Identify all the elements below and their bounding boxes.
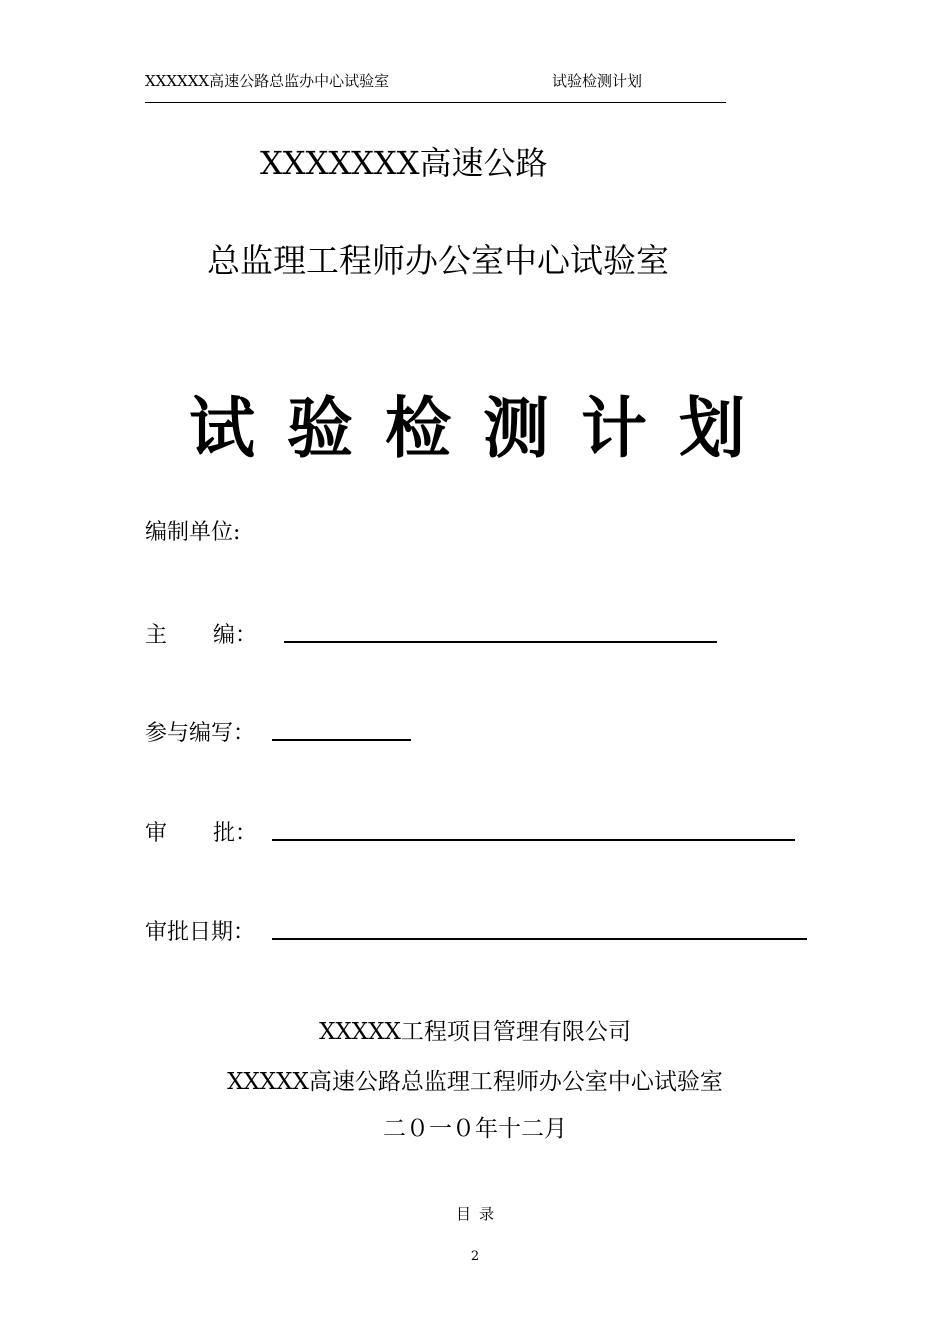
editor-label-part1: 主 bbox=[145, 623, 168, 648]
approve-label-part2: 批： bbox=[213, 821, 258, 846]
header-divider bbox=[145, 102, 726, 103]
unit-label: 编制单位: bbox=[145, 520, 241, 545]
cover-title-line1: XXXXXXX高速公路 bbox=[260, 144, 548, 182]
editor-blank-line bbox=[284, 641, 717, 643]
toc-heading: 目录 bbox=[455, 1205, 502, 1223]
approve-date-label: 审批日期： bbox=[145, 920, 256, 945]
office-name: XXXXX高速公路总监理工程师办公室中心试验室 bbox=[227, 1069, 723, 1095]
main-title: 试验检测计划 bbox=[189, 390, 777, 467]
company-name: XXXXX工程项目管理有限公司 bbox=[319, 1019, 631, 1045]
editor-label bbox=[145, 618, 257, 649]
page-number: 2 bbox=[470, 1249, 480, 1264]
writer-label: 参与编写： bbox=[145, 721, 256, 746]
cover-title-line2: 总监理工程师办公室中心试验室 bbox=[207, 241, 669, 280]
approve-blank-line bbox=[272, 839, 795, 841]
header-right-text: 试验检测计划 bbox=[552, 72, 643, 90]
approve-label-part1: 审 bbox=[145, 821, 168, 846]
editor-label-part2: 编： bbox=[213, 623, 258, 648]
writer-blank-line bbox=[272, 739, 411, 741]
header-left-text: XXXXXX高速公路总监办中心试验室 bbox=[145, 72, 390, 90]
cover-date: 二０一０年十二月 bbox=[383, 1116, 567, 1142]
approve-label bbox=[145, 816, 257, 847]
approve-date-blank-line bbox=[272, 938, 807, 940]
